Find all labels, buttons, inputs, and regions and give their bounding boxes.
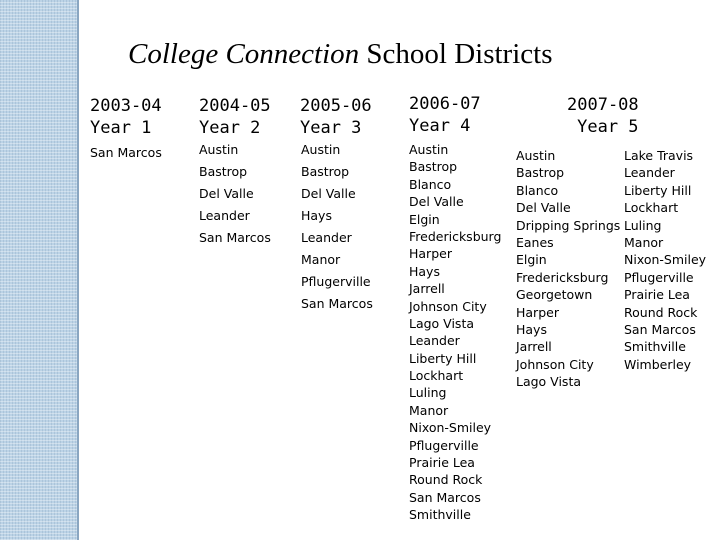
district-item: Manor xyxy=(409,402,449,418)
year1-district-list xyxy=(90,142,162,164)
district-item: Hays xyxy=(301,208,332,223)
district-item: Bastrop xyxy=(301,164,350,179)
district-item: Lake Travis xyxy=(624,148,694,163)
district-item: Del Valle xyxy=(516,200,571,216)
year3-label: Year 3 xyxy=(300,118,362,138)
district-item: San Marcos xyxy=(90,145,162,160)
district-item: Prairie Lea xyxy=(624,287,690,303)
year4-years: 2006-07 xyxy=(409,94,481,114)
district-item: Leander xyxy=(624,165,675,181)
district-item: Smithville xyxy=(624,339,686,355)
district-item: Jarrell xyxy=(409,281,445,297)
district-item: Fredericksburg xyxy=(516,269,609,285)
district-item: San Marcos xyxy=(624,321,696,337)
district-item: Bastrop xyxy=(409,159,458,175)
district-item: Blanco xyxy=(409,176,452,192)
title-italic-part: College Connection xyxy=(128,38,360,70)
year1-years: 2003-04 xyxy=(90,96,162,116)
district-item: Dripping Springs xyxy=(516,217,621,233)
district-item: Round Rock xyxy=(409,472,483,488)
district-item: Harper xyxy=(409,246,452,262)
district-item: Eanes xyxy=(516,234,554,250)
district-item: Del Valle xyxy=(409,194,464,210)
page-title xyxy=(128,38,553,71)
year4-header xyxy=(409,93,481,137)
district-item: Elgin xyxy=(409,211,440,227)
district-item: Bastrop xyxy=(199,164,248,179)
district-item: Georgetown xyxy=(516,287,593,303)
year2-label: Year 2 xyxy=(199,118,261,138)
district-item: Luling xyxy=(624,217,662,233)
district-item: Lago Vista xyxy=(409,315,475,331)
district-item: Nixon-Smiley xyxy=(409,420,492,436)
district-item: Luling xyxy=(409,385,447,401)
district-item: Prairie Lea xyxy=(409,455,475,471)
district-item: Round Rock xyxy=(624,304,698,320)
year4-label: Year 4 xyxy=(409,116,471,136)
district-item: Pflugerville xyxy=(409,437,479,453)
year3-years: 2005-06 xyxy=(300,96,372,116)
district-item: Johnson City xyxy=(409,298,487,314)
district-item: Austin xyxy=(199,142,239,157)
year1-label: Year 1 xyxy=(90,118,152,138)
district-item: Nixon-Smiley xyxy=(624,252,707,268)
district-item: Liberty Hill xyxy=(409,350,477,366)
year2-district-list xyxy=(199,139,271,249)
year5-header xyxy=(567,94,639,138)
district-item: Leander xyxy=(301,230,352,245)
year5-years: 2007-08 xyxy=(567,95,639,115)
district-item: Manor xyxy=(624,234,664,250)
district-item: Leander xyxy=(199,208,250,223)
district-item: Jarrell xyxy=(516,339,552,355)
year5-label: Year 5 xyxy=(577,117,639,137)
district-item: San Marcos xyxy=(409,489,481,505)
district-item: Del Valle xyxy=(199,186,254,201)
district-item: Leander xyxy=(409,333,460,349)
district-item: Fredericksburg xyxy=(409,228,502,244)
district-item: Lockhart xyxy=(409,368,464,384)
district-item: Austin xyxy=(301,142,341,157)
district-item: Hays xyxy=(409,263,440,279)
district-item: Austin xyxy=(516,148,556,163)
district-item: Johnson City xyxy=(516,356,594,372)
district-item: Harper xyxy=(516,304,559,320)
district-item: Wimberley xyxy=(624,356,692,372)
district-item: Smithville xyxy=(409,507,471,523)
year3-header xyxy=(300,95,372,139)
year2-years: 2004-05 xyxy=(199,96,271,116)
district-item: Manor xyxy=(301,252,341,267)
year1-header xyxy=(90,95,162,139)
decorative-sidebar xyxy=(0,0,77,540)
district-item: Liberty Hill xyxy=(624,182,692,198)
district-item: Del Valle xyxy=(301,186,356,201)
year4-district-list xyxy=(409,141,501,524)
district-item: San Marcos xyxy=(199,230,271,245)
district-item: Blanco xyxy=(516,182,559,198)
district-item: San Marcos xyxy=(301,296,373,311)
district-item: Pflugerville xyxy=(624,269,694,285)
year3-district-list xyxy=(301,139,373,315)
district-item: Bastrop xyxy=(516,165,565,181)
district-item: Austin xyxy=(409,142,449,157)
year5-district-list-left xyxy=(516,147,620,390)
district-item: Hays xyxy=(516,321,547,337)
district-item: Lago Vista xyxy=(516,374,582,390)
district-item: Pflugerville xyxy=(301,274,371,289)
year5-district-list-right xyxy=(624,147,706,373)
district-item: Lockhart xyxy=(624,200,679,216)
district-item: Elgin xyxy=(516,252,547,268)
title-rest: School Districts xyxy=(359,38,553,70)
sidebar-border xyxy=(77,0,79,540)
year2-header xyxy=(199,95,271,139)
